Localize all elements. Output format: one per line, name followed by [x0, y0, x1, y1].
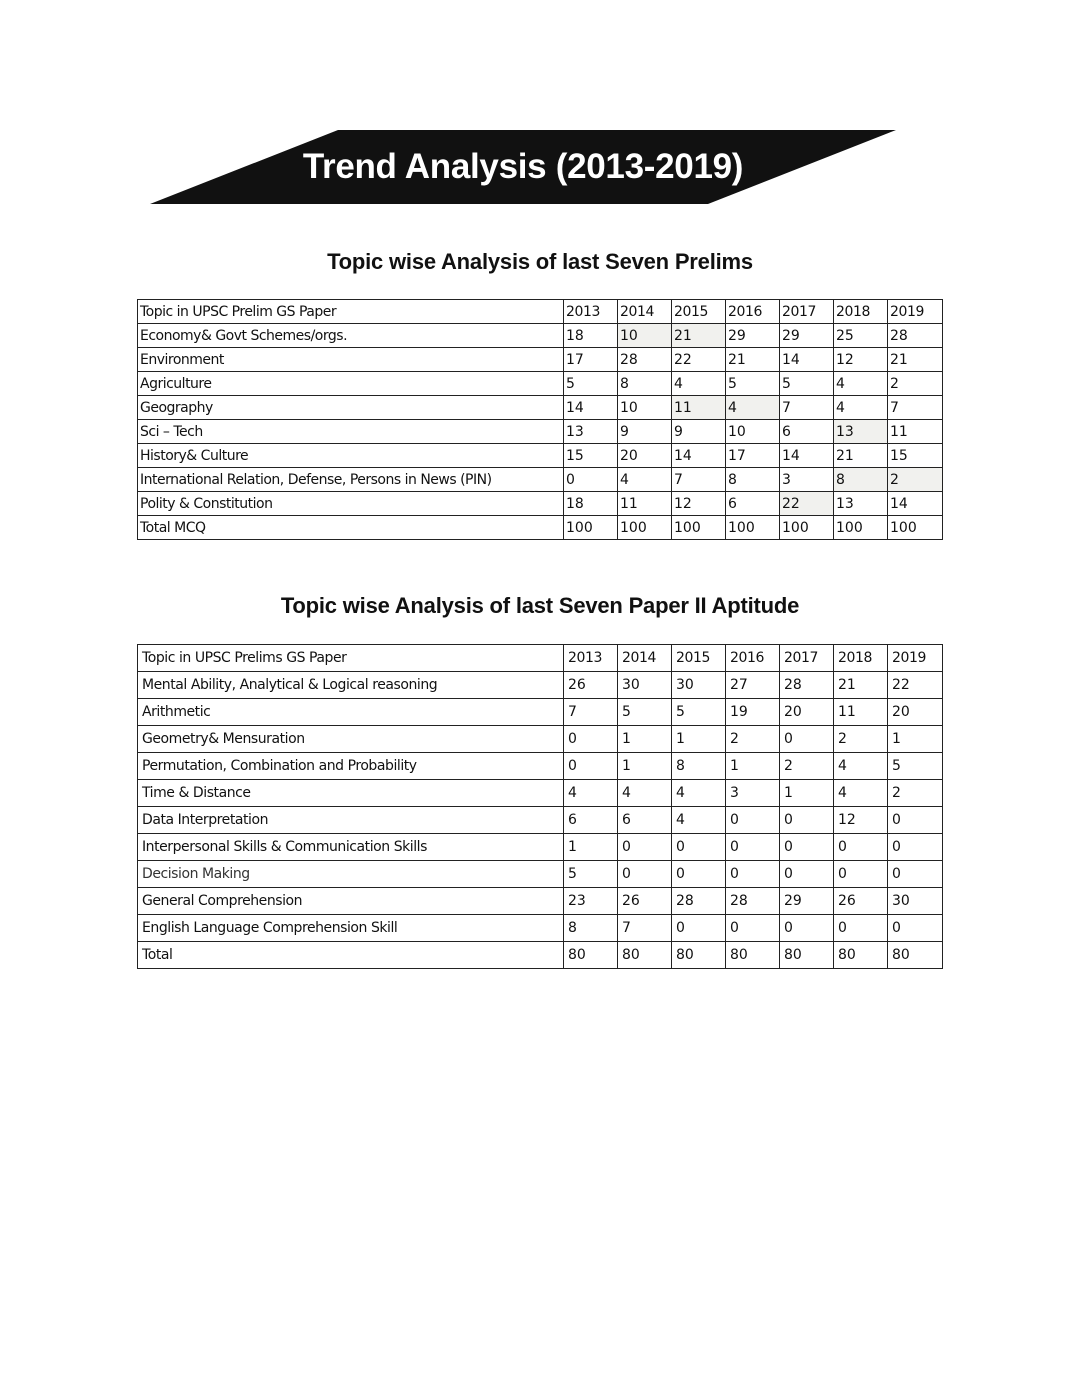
table-row: [138, 861, 943, 888]
value-cell: 23: [564, 888, 618, 915]
prelims-heading: Topic wise Analysis of last Seven Prelims: [327, 249, 753, 274]
table-row: [138, 324, 943, 348]
value-cell: 8: [726, 468, 780, 492]
value-cell: 11: [672, 396, 726, 420]
value-cell: 4: [672, 807, 726, 834]
value-cell: 100: [888, 516, 943, 540]
value-cell: 8: [672, 753, 726, 780]
value-cell: 4: [618, 468, 672, 492]
value-cell: 7: [672, 468, 726, 492]
table-row: [138, 888, 943, 915]
table-row: [138, 753, 943, 780]
value-cell: 28: [780, 672, 834, 699]
topic-cell: International Relation, Defense, Persons in News (PIN): [138, 468, 564, 492]
value-cell: 13: [564, 420, 618, 444]
value-cell: 0: [618, 834, 672, 861]
table-row: [138, 348, 943, 372]
value-cell: 13: [834, 492, 888, 516]
value-cell: 8: [834, 468, 888, 492]
value-cell: 100: [672, 516, 726, 540]
value-cell: 28: [618, 348, 672, 372]
value-cell: 6: [618, 807, 672, 834]
table-row: [138, 726, 943, 753]
title-banner: [150, 130, 896, 204]
topic-cell: Decision Making: [138, 861, 564, 888]
value-cell: 1: [564, 834, 618, 861]
value-cell: 22: [780, 492, 834, 516]
table-row: [138, 372, 943, 396]
topic-cell: Total: [138, 942, 564, 969]
value-cell: 17: [564, 348, 618, 372]
value-cell: 10: [618, 324, 672, 348]
topic-cell: History& Culture: [138, 444, 564, 468]
table-row: [138, 699, 943, 726]
header-cell: 2014: [618, 645, 672, 672]
value-cell: 20: [618, 444, 672, 468]
value-cell: 0: [780, 861, 834, 888]
value-cell: 5: [564, 372, 618, 396]
value-cell: 2: [834, 726, 888, 753]
header-cell: 2017: [780, 645, 834, 672]
value-cell: 5: [618, 699, 672, 726]
value-cell: 9: [672, 420, 726, 444]
value-cell: 80: [618, 942, 672, 969]
aptitude-heading: Topic wise Analysis of last Seven Paper II Aptitude: [280, 593, 800, 618]
value-cell: 11: [834, 699, 888, 726]
value-cell: 100: [618, 516, 672, 540]
topic-cell: Interpersonal Skills & Communication Skills: [138, 834, 564, 861]
value-cell: 4: [618, 780, 672, 807]
table-total-row: [138, 942, 943, 969]
value-cell: 80: [780, 942, 834, 969]
value-cell: 4: [672, 372, 726, 396]
value-cell: 17: [726, 444, 780, 468]
value-cell: 80: [834, 942, 888, 969]
value-cell: 6: [780, 420, 834, 444]
value-cell: 29: [780, 888, 834, 915]
value-cell: 0: [618, 861, 672, 888]
topic-cell: Economy& Govt Schemes/orgs.: [138, 324, 564, 348]
value-cell: 80: [564, 942, 618, 969]
value-cell: 30: [672, 672, 726, 699]
table-row: [138, 420, 943, 444]
value-cell: 0: [888, 861, 943, 888]
value-cell: 4: [726, 396, 780, 420]
header-cell: 2019: [888, 300, 943, 324]
header-cell: Topic in UPSC Prelims GS Paper: [138, 645, 564, 672]
value-cell: 12: [672, 492, 726, 516]
value-cell: 0: [564, 753, 618, 780]
header-cell: Topic in UPSC Prelim GS Paper: [138, 300, 564, 324]
value-cell: 4: [672, 780, 726, 807]
value-cell: 5: [888, 753, 943, 780]
value-cell: 7: [564, 699, 618, 726]
value-cell: 4: [834, 396, 888, 420]
topic-cell: Mental Ability, Analytical & Logical reasoning: [138, 672, 564, 699]
value-cell: 1: [888, 726, 943, 753]
value-cell: 100: [726, 516, 780, 540]
value-cell: 21: [834, 672, 888, 699]
value-cell: 0: [780, 834, 834, 861]
value-cell: 6: [726, 492, 780, 516]
value-cell: 5: [564, 861, 618, 888]
table-row: [138, 915, 943, 942]
value-cell: 3: [780, 468, 834, 492]
value-cell: 26: [618, 888, 672, 915]
value-cell: 28: [726, 888, 780, 915]
topic-cell: English Language Comprehension Skill: [138, 915, 564, 942]
header-cell: 2017: [780, 300, 834, 324]
value-cell: 21: [672, 324, 726, 348]
value-cell: 0: [834, 861, 888, 888]
value-cell: 22: [888, 672, 943, 699]
value-cell: 7: [618, 915, 672, 942]
table-row: [138, 807, 943, 834]
value-cell: 22: [672, 348, 726, 372]
value-cell: 0: [726, 807, 780, 834]
value-cell: 14: [672, 444, 726, 468]
value-cell: 0: [672, 834, 726, 861]
value-cell: 12: [834, 807, 888, 834]
value-cell: 100: [564, 516, 618, 540]
value-cell: 0: [672, 861, 726, 888]
value-cell: 10: [618, 396, 672, 420]
value-cell: 7: [888, 396, 943, 420]
table-row: [138, 672, 943, 699]
value-cell: 0: [780, 807, 834, 834]
value-cell: 14: [888, 492, 943, 516]
value-cell: 11: [888, 420, 943, 444]
topic-cell: Arithmetic: [138, 699, 564, 726]
value-cell: 0: [726, 834, 780, 861]
value-cell: 29: [726, 324, 780, 348]
value-cell: 5: [726, 372, 780, 396]
topic-cell: Total MCQ: [138, 516, 564, 540]
value-cell: 9: [618, 420, 672, 444]
value-cell: 26: [564, 672, 618, 699]
topic-cell: Sci – Tech: [138, 420, 564, 444]
value-cell: 1: [726, 753, 780, 780]
header-cell: 2013: [564, 300, 618, 324]
value-cell: 2: [888, 372, 943, 396]
value-cell: 0: [780, 726, 834, 753]
value-cell: 28: [672, 888, 726, 915]
value-cell: 1: [780, 780, 834, 807]
topic-cell: General Comprehension: [138, 888, 564, 915]
value-cell: 5: [672, 699, 726, 726]
value-cell: 0: [888, 915, 943, 942]
value-cell: 26: [834, 888, 888, 915]
value-cell: 100: [780, 516, 834, 540]
value-cell: 27: [726, 672, 780, 699]
header-cell: 2016: [726, 645, 780, 672]
value-cell: 18: [564, 492, 618, 516]
value-cell: 15: [888, 444, 943, 468]
value-cell: 19: [726, 699, 780, 726]
value-cell: 0: [888, 834, 943, 861]
value-cell: 4: [834, 372, 888, 396]
header-cell: 2018: [834, 300, 888, 324]
value-cell: 100: [834, 516, 888, 540]
header-cell: 2013: [564, 645, 618, 672]
value-cell: 4: [834, 753, 888, 780]
value-cell: 2: [780, 753, 834, 780]
aptitude-table: [137, 644, 943, 969]
table-row: [138, 780, 943, 807]
value-cell: 21: [888, 348, 943, 372]
value-cell: 80: [888, 942, 943, 969]
topic-cell: Time & Distance: [138, 780, 564, 807]
value-cell: 0: [834, 834, 888, 861]
value-cell: 2: [888, 780, 943, 807]
value-cell: 20: [888, 699, 943, 726]
header-cell: 2015: [672, 645, 726, 672]
value-cell: 8: [618, 372, 672, 396]
value-cell: 2: [726, 726, 780, 753]
value-cell: 30: [888, 888, 943, 915]
value-cell: 3: [726, 780, 780, 807]
table-total-row: [138, 516, 943, 540]
value-cell: 80: [726, 942, 780, 969]
value-cell: 13: [834, 420, 888, 444]
value-cell: 18: [564, 324, 618, 348]
value-cell: 5: [780, 372, 834, 396]
value-cell: 0: [672, 915, 726, 942]
header-cell: 2014: [618, 300, 672, 324]
table-header-row: [138, 300, 943, 324]
value-cell: 0: [726, 861, 780, 888]
value-cell: 11: [618, 492, 672, 516]
value-cell: 4: [564, 780, 618, 807]
value-cell: 8: [564, 915, 618, 942]
value-cell: 7: [780, 396, 834, 420]
value-cell: 6: [564, 807, 618, 834]
value-cell: 14: [780, 444, 834, 468]
value-cell: 14: [564, 396, 618, 420]
table-row: [138, 492, 943, 516]
value-cell: 0: [780, 915, 834, 942]
value-cell: 12: [834, 348, 888, 372]
value-cell: 21: [834, 444, 888, 468]
value-cell: 1: [618, 726, 672, 753]
value-cell: 4: [834, 780, 888, 807]
value-cell: 1: [618, 753, 672, 780]
topic-cell: Permutation, Combination and Probability: [138, 753, 564, 780]
topic-cell: Data Interpretation: [138, 807, 564, 834]
topic-cell: Geography: [138, 396, 564, 420]
value-cell: 25: [834, 324, 888, 348]
value-cell: 1: [672, 726, 726, 753]
value-cell: 21: [726, 348, 780, 372]
value-cell: 0: [726, 915, 780, 942]
value-cell: 0: [888, 807, 943, 834]
header-cell: 2015: [672, 300, 726, 324]
value-cell: 10: [726, 420, 780, 444]
value-cell: 0: [564, 726, 618, 753]
table-header-row: [138, 645, 943, 672]
topic-cell: Agriculture: [138, 372, 564, 396]
header-cell: 2016: [726, 300, 780, 324]
value-cell: 30: [618, 672, 672, 699]
page-title: Trend Analysis (2013-2019): [302, 147, 744, 186]
value-cell: 29: [780, 324, 834, 348]
topic-cell: Geometry& Mensuration: [138, 726, 564, 753]
topic-cell: Polity & Constitution: [138, 492, 564, 516]
value-cell: 28: [888, 324, 943, 348]
table-row: [138, 396, 943, 420]
value-cell: 15: [564, 444, 618, 468]
table-row: [138, 444, 943, 468]
prelims-table: [137, 299, 943, 540]
value-cell: 14: [780, 348, 834, 372]
header-cell: 2019: [888, 645, 943, 672]
table-row: [138, 468, 943, 492]
table-row: [138, 834, 943, 861]
topic-cell: Environment: [138, 348, 564, 372]
value-cell: 80: [672, 942, 726, 969]
value-cell: 0: [834, 915, 888, 942]
value-cell: 0: [564, 468, 618, 492]
value-cell: 20: [780, 699, 834, 726]
value-cell: 2: [888, 468, 943, 492]
header-cell: 2018: [834, 645, 888, 672]
